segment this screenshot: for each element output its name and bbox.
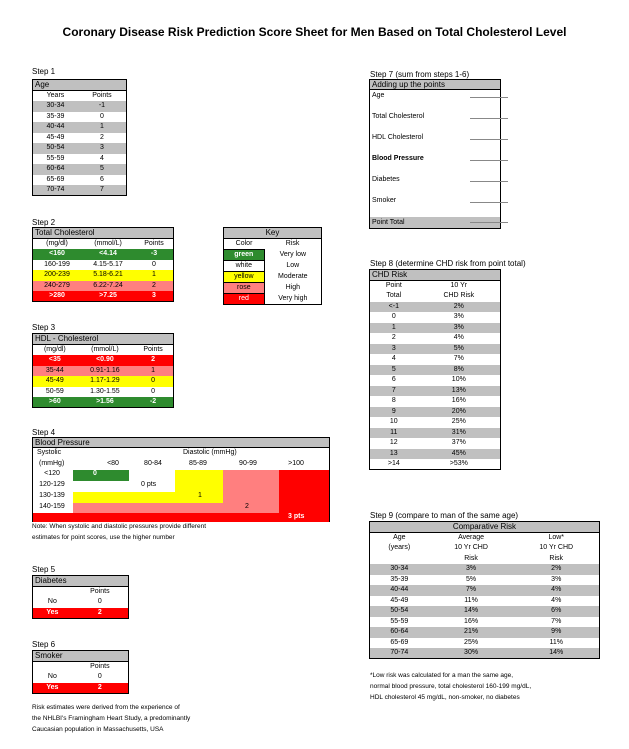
diastolic-col: 85-89 [189,460,207,467]
table-cell: 1 [151,366,156,374]
table-cell: 10 [389,418,398,426]
table-cell: 14% [464,607,479,615]
table-cell: 65-69 [390,638,409,646]
column-header: 10 Yr [450,282,468,289]
column-header: Low* [548,534,565,541]
table-cell: 1 [100,123,104,131]
table-cell: 9% [551,628,562,636]
table-cell: 20% [451,407,466,415]
table-cell: 45-49 [390,596,409,604]
column-header: (mg/dl) [46,240,68,247]
table-cell: 2 [151,356,156,364]
table-cell: Yes [46,608,59,616]
table-cell: 1.30-1.55 [90,387,120,395]
column-header: Color [235,240,253,247]
table-cell: 7% [453,355,464,363]
systolic-row: <120 [44,470,60,477]
table-cell: 2 [97,608,102,616]
column-header: Risk [464,554,478,562]
table-cell: 1 [152,271,156,279]
blood-pressure-table [32,437,330,522]
table-cell: 6.22-7.24 [93,281,123,289]
total-cholesterol-table [32,227,174,302]
key-color-red: red [224,294,265,305]
table-cell: 60-64 [390,628,409,636]
table-cell: -1 [98,102,106,110]
table-cell: 3% [551,575,562,583]
column-header: (mg/dl) [43,346,66,353]
table-cell: 200-239 [44,271,70,279]
table-cell: 0 [151,377,156,385]
table-cell: 40-44 [390,586,409,594]
table-cell: 3% [465,565,477,573]
sum-blank[interactable] [470,113,508,121]
bp-zone-rose [223,470,279,513]
bp-zone-yellow [73,492,175,503]
bp-note [32,521,206,543]
note-line: the NHLBI's Framingham Heart Study, a predominantly [32,715,191,722]
column-header: Points [144,240,164,247]
table-cell: <0.90 [96,356,114,364]
table-cell: 55-59 [390,617,409,625]
table-cell: 2 [100,133,104,141]
table-cell: 5% [453,344,464,352]
age-col-years: Years [46,92,65,99]
column-header: (mmol/L) [94,240,122,247]
table-cell: No [47,598,57,606]
comparative-risk-header: Comparative Risk [370,522,600,533]
table-cell: 25% [464,638,479,646]
points-sum-header: Adding up the points [370,80,500,90]
table-cell: 11% [464,596,478,604]
table-cell: 240-279 [44,281,70,289]
table-cell: 50-59 [45,387,64,395]
table-cell: 35-39 [46,112,65,120]
table-cell: 45% [451,449,466,457]
table-cell: 9 [391,407,396,415]
table-cell: 2 [97,683,102,691]
color-key-table [223,227,322,305]
column-header [370,554,429,565]
table-cell: 45-49 [46,133,65,141]
column-header: Points [90,588,110,595]
table-cell: 7 [391,386,396,394]
table-cell: 6 [391,376,396,384]
chd-risk-header: CHD Risk [370,270,501,281]
table-cell: 6 [100,175,104,183]
systolic-row: 140-159 [39,503,65,510]
step3-label: Step 3 [32,323,56,332]
table-cell: 8% [453,365,464,373]
smoker-table [32,650,129,694]
note-line: Risk estimates were derived from the experience of [32,704,180,711]
hdl-header: HDL - Cholesterol [33,334,174,345]
sum-blank[interactable] [470,197,508,205]
table-cell: 40-44 [46,123,65,131]
table-cell: 37% [451,439,466,447]
column-header: CHD Risk [443,292,475,300]
table-cell: 2% [551,565,562,573]
chd-risk-table [369,269,501,470]
table-cell: 10% [451,376,466,384]
key-color-white: white [224,261,265,272]
key-risk: Moderate [278,273,308,280]
note-line: normal blood pressure, total cholesterol 160-199 mg/dL, [370,683,532,690]
table-cell: >60 [48,398,61,405]
table-cell: 4% [551,596,562,604]
step9-label: Step 9 (compare to man of the same age) [370,511,519,520]
note-line: Caucasian population in Massachusetts, USA [32,726,164,733]
sum-blank[interactable] [470,134,508,142]
table-cell: 0 [97,673,102,681]
diastolic-col: <80 [107,460,119,467]
bp-zone-rose [73,503,223,513]
sum-item-total-chol: Total Cholesterol [372,113,425,120]
table-cell: 13 [389,449,398,457]
table-cell: 160-199 [44,260,70,268]
table-cell: 0 [391,313,396,321]
table-cell: >280 [49,292,65,299]
table-cell: 4% [551,586,562,594]
table-cell: 5.18-6.21 [93,271,123,279]
sum-blank[interactable] [470,176,508,184]
total-cholesterol-header: Total Cholesterol [33,228,174,239]
table-cell: 70-74 [46,186,65,193]
bp-points-yellow: 1 [198,492,202,499]
table-cell: <35 [48,356,61,364]
key-risk: Very low [279,251,307,258]
step1-label: Step 1 [32,67,56,76]
diabetes-table [32,575,129,619]
table-cell: 5 [391,365,396,373]
note-line: HDL cholesterol 45 mg/dL, non-smoker, no diabetes [370,694,520,701]
table-cell: >14 [387,460,400,467]
table-cell: 30% [464,649,479,656]
sum-item-smoker: Smoker [372,197,397,204]
sum-item-age: Age [372,92,385,99]
table-cell: 13% [451,386,466,394]
sum-item-bp: Blood Pressure [372,155,424,162]
table-cell: 21% [464,628,479,636]
table-cell: 60-64 [46,165,65,173]
table-cell: 6% [551,607,562,615]
table-cell: 30-34 [390,565,409,573]
table-cell: 4 [391,355,396,363]
table-cell: 3% [453,313,464,321]
table-cell: 11 [390,428,398,436]
step2-label: Step 2 [32,218,56,227]
table-cell: 3 [391,344,396,352]
column-header: Risk [549,554,564,562]
table-cell: 3% [453,323,464,331]
column-header: Points [90,663,110,670]
table-cell: 25% [451,418,466,426]
diastolic-col: >100 [288,460,304,467]
table-cell: 12 [389,439,398,447]
table-cell: 1.17-1.29 [90,377,120,385]
column-header: Points [143,346,163,353]
bp-points-rose: 2 [245,503,249,510]
table-cell: 11% [549,638,563,646]
column-header: Risk [285,240,300,248]
note-line: estimates for point scores, use the higher number [32,534,175,541]
bp-points-white: 0 pts [141,481,157,488]
table-cell: 45-49 [45,377,64,385]
sum-blank[interactable] [470,92,508,100]
table-cell: 7% [551,617,562,625]
diastolic-col: 90-99 [239,460,257,467]
sum-blank[interactable] [470,155,508,163]
diastolic-col: 80-84 [144,460,162,467]
table-cell: -3 [150,250,158,258]
age-table [32,79,127,196]
key-risk: Low [286,262,300,269]
table-cell: 65-69 [46,175,65,183]
systolic-label: Systolic [37,449,62,456]
table-cell: 0 [97,598,102,606]
table-cell: 31% [451,428,466,436]
table-cell: 0.91-1.16 [90,366,120,374]
table-cell: 3 [100,144,104,152]
table-cell: 50-54 [390,607,409,615]
table-cell: 5% [465,575,477,583]
table-cell: No [47,673,57,681]
table-cell: >53% [449,460,468,467]
table-cell: 4.15-5.17 [93,260,123,268]
step8-label: Step 8 (determine CHD risk from point total) [370,259,526,268]
table-cell: 70-74 [390,649,409,656]
note-line: *Low risk was calculated for a man the same age, [370,672,514,679]
systolic-unit: (mmHg) [39,460,65,467]
column-header: (mmol/L) [91,346,119,353]
systolic-row: 130-139 [39,492,65,499]
column-header: Total [386,292,402,300]
key-risk: Very high [278,294,308,302]
comparative-risk-table [369,521,600,659]
hdl-table [32,333,174,408]
table-cell: >1.56 [96,398,114,405]
table-cell: 0 [152,260,156,268]
table-cell: 35-39 [390,575,409,583]
low-risk-footnote [370,670,531,703]
table-cell: 55-59 [46,154,65,162]
table-cell: 2% [453,302,464,310]
table-cell: 14% [549,649,564,656]
table-cell: 0 [100,112,104,120]
diabetes-header: Diabetes [33,576,129,587]
bp-zone-green [73,470,129,481]
table-cell: 0 [151,387,156,395]
note-line: Note: When systolic and diastolic pressures provide different [32,523,207,530]
table-cell: -2 [149,398,157,405]
blood-pressure-header: Blood Pressure [33,438,329,448]
source-note [32,702,190,735]
sum-item-hdl: HDL Cholesterol [372,134,424,141]
bp-points-green: 0 [93,470,97,477]
table-cell: 35-44 [45,366,64,374]
table-cell: 4% [453,334,464,342]
table-cell: 30-34 [46,102,65,110]
column-header: Point [385,282,402,289]
smoker-header: Smoker [33,651,129,662]
table-cell: <-1 [388,302,399,310]
column-header: Average [458,534,485,541]
key-color-green: green [224,250,265,261]
table-cell: 50-54 [46,144,65,152]
table-cell: <160 [49,250,65,258]
table-cell: 7 [100,186,104,193]
age-col-points: Points [92,92,112,99]
bp-points-red: 3 pts [288,513,305,520]
key-color-yellow: yellow [224,272,265,283]
table-cell: <4.14 [99,250,117,258]
point-total-blank[interactable] [470,217,508,225]
step5-label: Step 5 [32,565,56,574]
sum-item-diabetes: Diabetes [372,176,400,183]
systolic-row: 120-129 [39,481,65,488]
table-cell: 5 [100,165,104,173]
table-cell: 16% [464,617,479,625]
table-cell: 4 [100,154,104,162]
column-header: 10 Yr CHD [454,544,488,552]
column-header: (years) [388,544,411,552]
table-cell: 8 [391,397,396,405]
table-cell: 1 [391,323,396,331]
key-risk: High [285,284,300,291]
key-header: Key [224,228,322,239]
step4-label: Step 4 [32,428,56,437]
key-color-rose: rose [224,283,265,294]
table-cell: 2 [152,281,156,289]
diastolic-label: Diastolic (mmHg) [183,449,237,456]
column-header: Age [393,534,406,541]
point-total-label: Point Total [370,217,500,228]
table-cell: >7.25 [99,292,117,299]
table-cell: 2 [391,334,396,342]
step6-label: Step 6 [32,640,56,649]
table-cell: 16% [451,397,466,405]
column-header: 10 Yr CHD [539,544,574,552]
age-header: Age [33,80,127,91]
table-cell: Yes [46,683,59,691]
page-title: Coronary Disease Risk Prediction Score Sheet for Men Based on Total Cholesterol Level [62,25,567,39]
step7-label: Step 7 (sum from steps 1-6) [370,70,470,79]
points-sum-table [369,79,501,229]
table-cell: 3 [152,292,156,299]
table-cell: 7% [465,586,477,594]
